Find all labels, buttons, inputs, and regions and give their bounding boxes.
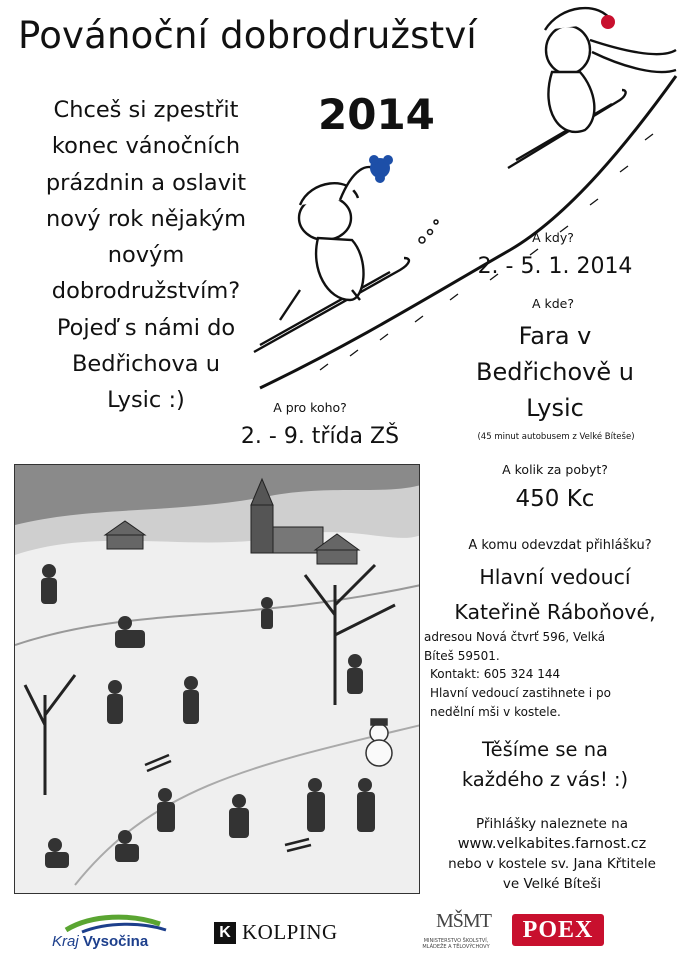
applications-info (422, 814, 679, 894)
for-whom-answer: 2. - 9. třída ZŠ (240, 424, 400, 449)
leader-name (420, 560, 679, 630)
leader-line: Hlavní vedoucí (479, 565, 631, 589)
when-answer: 2. - 5. 1. 2014 (477, 254, 633, 279)
kolping-logo (214, 920, 354, 946)
leader-line: Kateřině Ráboňové, (454, 600, 656, 624)
contact-line: Kontakt: 605 324 144 (430, 667, 561, 681)
parish-website-link[interactable]: www.velkabites.farnost.cz (457, 836, 647, 852)
application-question: A komu odevzdat přihlášku? (468, 538, 652, 553)
msmt-subtitle: MINISTERSTVO ŠKOLSTVÍ, MLÁDEŽE A TĚLOVÝCHOVY (422, 938, 490, 950)
poex-logo: POEX (512, 914, 604, 946)
for-whom-question: A pro koho? (273, 400, 347, 415)
kraj-logo-text: Kraj Vysočina (52, 933, 149, 950)
leader-address (424, 628, 674, 666)
cost-answer: 450 Kc (515, 486, 595, 512)
applications-line: Přihlášky naleznete na (476, 816, 628, 832)
intro-line: prázdnin a oslavit (45, 169, 247, 196)
lower-sledder-figure (254, 167, 409, 352)
intro-line: nový rok nějakým (45, 205, 247, 232)
applications-line: nebo v kostele sv. Jana Křtitele (448, 856, 656, 872)
poster-title: Povánoční dobrodružství (18, 14, 477, 57)
winter-scene-drawing (14, 464, 420, 894)
cost-question: A kolik za pobyt? (502, 462, 608, 477)
poster-year: 2014 (318, 90, 435, 139)
where-line: Bedřichově u (476, 358, 634, 386)
pompom-icon (369, 155, 393, 183)
bus-note: (45 minut autobusem z Velké Bíteše) (477, 432, 635, 442)
intro-line: Chceš si zpestřit (53, 97, 239, 123)
snow-bubbles (419, 220, 438, 243)
contact-line: nedělní mši v kostele. (430, 705, 561, 719)
winter-scene-svg (15, 465, 420, 894)
intro-line: dobrodružstvím? (51, 278, 241, 305)
kraj-vysocina-logo (52, 912, 182, 950)
intro-line: Pojeď s námi do (56, 314, 236, 341)
intro-line: novým (107, 242, 185, 269)
where-line: Lysic (526, 394, 584, 422)
where-question: A kde? (531, 296, 575, 311)
intro-line: konec vánočních (51, 133, 241, 160)
closing-line: Těšíme se na (481, 738, 609, 761)
msmt-logo (414, 910, 498, 956)
closing-line: každého z vás! :) (461, 768, 629, 791)
where-answer (420, 318, 679, 426)
address-line: Bíteš 59501. (424, 649, 500, 663)
closing-text (430, 735, 660, 795)
address-line: adresou Nová čtvrť 596, Velká (424, 630, 606, 644)
red-pompom-icon (601, 15, 615, 29)
intro-line: Bedřichova u (72, 351, 220, 378)
kraj-swoosh-icon (62, 912, 192, 934)
intro-line: Lysic :) (107, 387, 185, 414)
msmt-mark: MŠMT (436, 910, 491, 932)
contact-info (430, 665, 679, 722)
contact-line: Hlavní vedoucí zastihnete i po (430, 686, 611, 700)
applications-line: ve Velké Bíteši (502, 876, 602, 892)
kolping-k-icon: K (214, 922, 236, 944)
kolping-logo-text: KOLPING (242, 920, 338, 944)
when-question: A kdy? (532, 230, 574, 245)
where-line: Fara v (518, 322, 592, 350)
